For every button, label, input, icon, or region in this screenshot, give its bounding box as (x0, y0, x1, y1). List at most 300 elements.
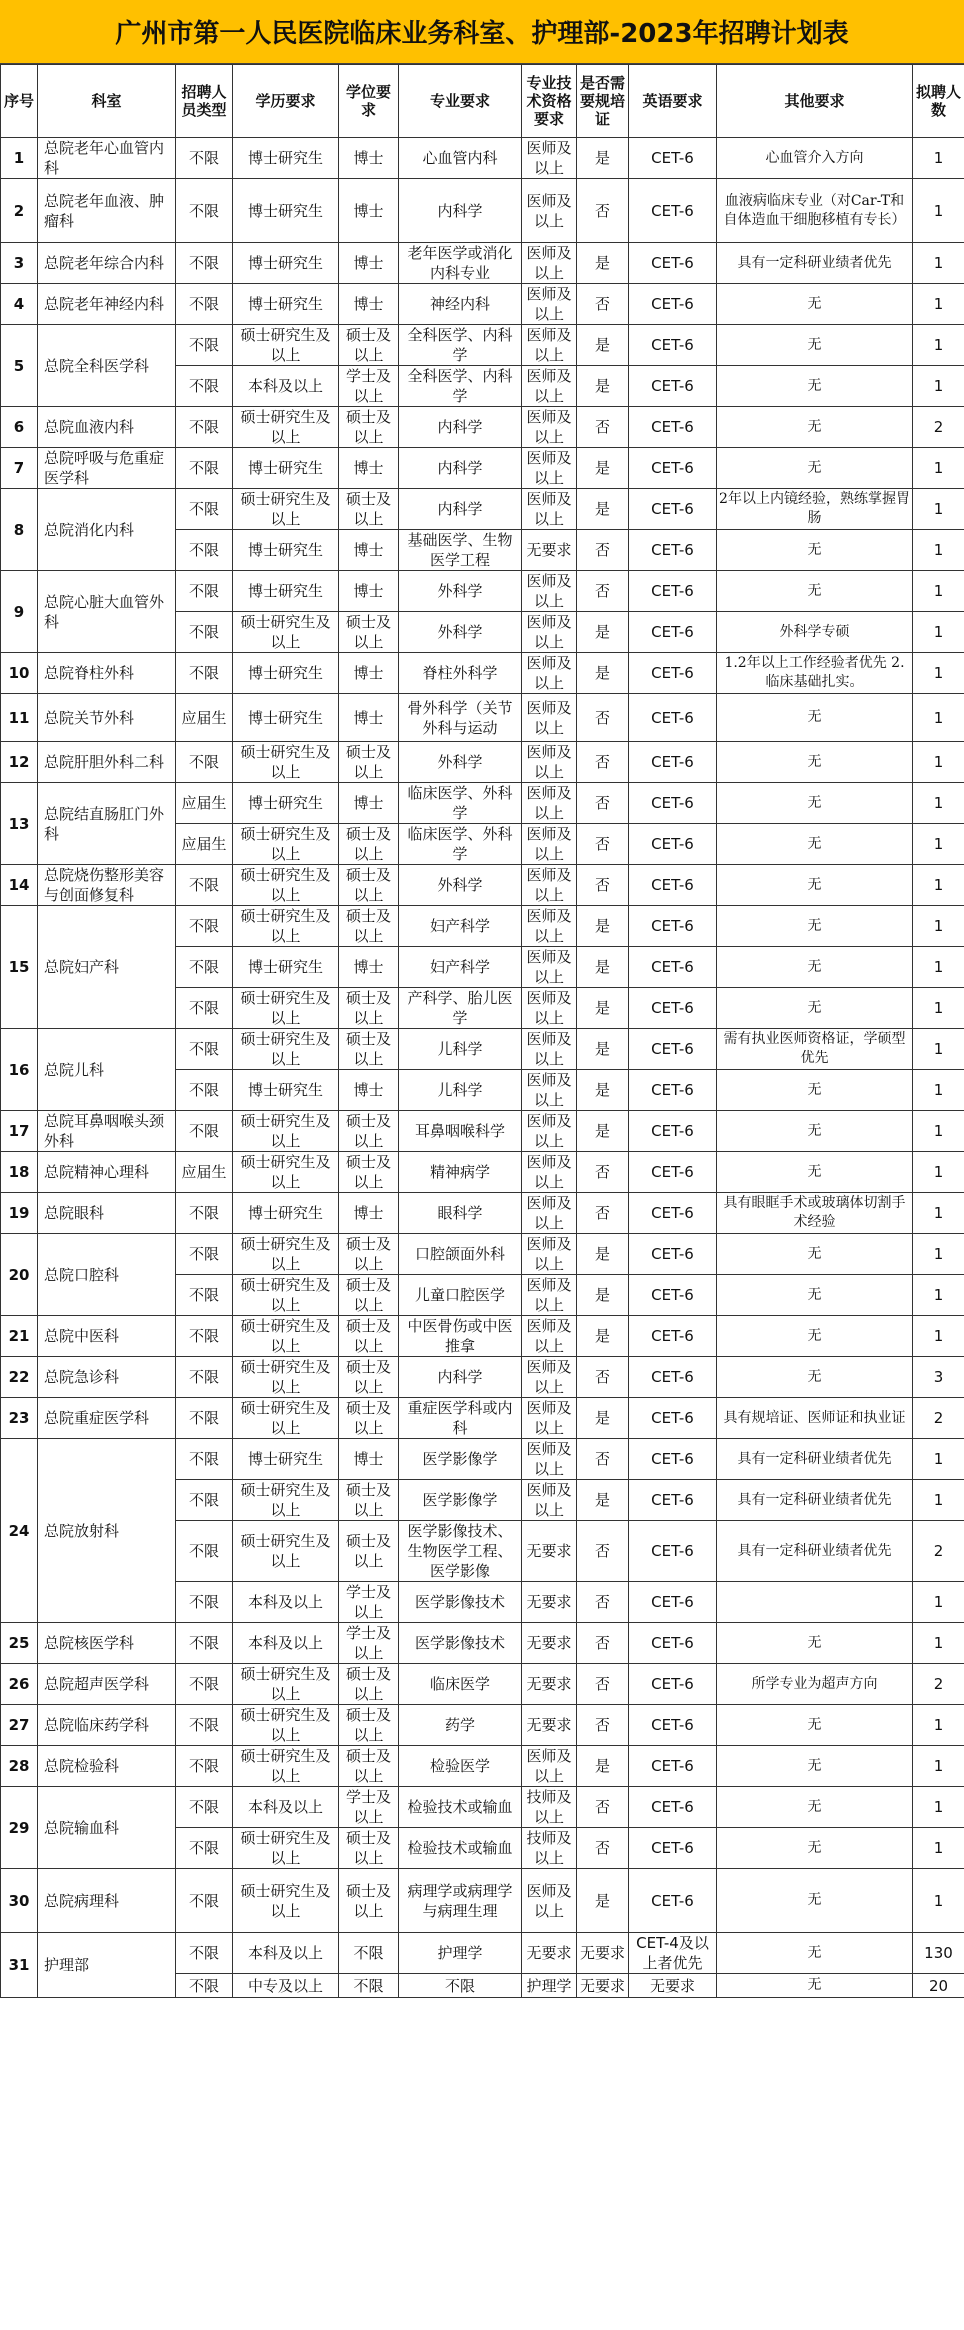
table-row (1, 179, 964, 243)
cell-major: 检验医学 (399, 1746, 522, 1787)
cell-major: 外科学 (399, 571, 522, 612)
table-row (1, 1664, 964, 1705)
cell-major: 外科学 (399, 865, 522, 906)
cell-degree: 硕士及以上 (339, 1521, 399, 1582)
table-row (1, 325, 964, 366)
cell-cert: 是 (577, 988, 629, 1029)
cell-other: 心血管介入方向 (717, 138, 913, 179)
cell-english: CET-6 (629, 906, 717, 947)
cell-degree: 硕士及以上 (339, 489, 399, 530)
cell-edu: 硕士研究生及以上 (233, 1521, 339, 1582)
cell-count: 1 (913, 489, 964, 530)
cell-type: 应届生 (176, 1152, 233, 1193)
cell-cert: 否 (577, 783, 629, 824)
cell-english: CET-6 (629, 1480, 717, 1521)
cell-cert: 是 (577, 1275, 629, 1316)
cell-count: 1 (913, 1746, 964, 1787)
cell-cert: 是 (577, 612, 629, 653)
cell-degree: 硕士及以上 (339, 1152, 399, 1193)
cell-major: 检验技术或输血 (399, 1787, 522, 1828)
cell-count: 1 (913, 1480, 964, 1521)
cell-cert: 是 (577, 947, 629, 988)
cell-english: CET-6 (629, 179, 717, 243)
header-other: 其他要求 (717, 65, 913, 138)
cell-cert: 无要求 (577, 1933, 629, 1974)
cell-cert: 否 (577, 1152, 629, 1193)
cell-count: 1 (913, 1234, 964, 1275)
cell-edu: 硕士研究生及以上 (233, 1152, 339, 1193)
table-row (1, 1193, 964, 1234)
cell-seq: 27 (1, 1705, 38, 1746)
cell-major: 医学影像技术 (399, 1623, 522, 1664)
cell-english: CET-6 (629, 653, 717, 694)
cell-seq: 3 (1, 243, 38, 284)
cell-qual: 医师及以上 (522, 1316, 577, 1357)
cell-cert: 是 (577, 489, 629, 530)
cell-qual: 医师及以上 (522, 1111, 577, 1152)
cell-dept: 总院病理科 (38, 1869, 176, 1933)
cell-major: 护理学 (399, 1933, 522, 1974)
cell-type: 不限 (176, 138, 233, 179)
cell-major: 内科学 (399, 407, 522, 448)
cell-english: CET-6 (629, 1582, 717, 1623)
cell-count: 1 (913, 947, 964, 988)
cell-major: 儿童口腔医学 (399, 1275, 522, 1316)
cell-other: 无 (717, 1787, 913, 1828)
cell-count: 1 (913, 742, 964, 783)
cell-other: 无 (717, 366, 913, 407)
cell-seq: 18 (1, 1152, 38, 1193)
cell-count: 1 (913, 448, 964, 489)
cell-english: CET-6 (629, 530, 717, 571)
cell-english: CET-6 (629, 1705, 717, 1746)
cell-cert: 是 (577, 243, 629, 284)
cell-dept: 总院妇产科 (38, 906, 176, 1029)
cell-cert: 否 (577, 1623, 629, 1664)
table-row (1, 1705, 964, 1746)
table-row (1, 448, 964, 489)
cell-edu: 硕士研究生及以上 (233, 906, 339, 947)
table-row (1, 1933, 964, 1974)
cell-qual: 医师及以上 (522, 783, 577, 824)
cell-dept: 总院耳鼻咽喉头颈外科 (38, 1111, 176, 1152)
cell-cert: 是 (577, 906, 629, 947)
cell-other: 无 (717, 1070, 913, 1111)
table-row (1, 906, 964, 947)
cell-degree: 博士 (339, 947, 399, 988)
cell-count: 3 (913, 1357, 964, 1398)
cell-type: 不限 (176, 284, 233, 325)
cell-dept: 总院精神心理科 (38, 1152, 176, 1193)
table-row (1, 1869, 964, 1933)
table-row (1, 138, 964, 179)
cell-type: 不限 (176, 366, 233, 407)
cell-seq: 10 (1, 653, 38, 694)
table-row (1, 1111, 964, 1152)
cell-other: 无 (717, 1152, 913, 1193)
cell-seq: 28 (1, 1746, 38, 1787)
cell-edu: 硕士研究生及以上 (233, 612, 339, 653)
cell-seq: 17 (1, 1111, 38, 1152)
cell-cert: 否 (577, 1664, 629, 1705)
cell-qual: 医师及以上 (522, 1398, 577, 1439)
cell-degree: 博士 (339, 284, 399, 325)
cell-english: CET-6 (629, 865, 717, 906)
cell-english: CET-6 (629, 366, 717, 407)
cell-type: 不限 (176, 612, 233, 653)
cell-cert: 否 (577, 1357, 629, 1398)
cell-seq: 15 (1, 906, 38, 1029)
cell-cert: 否 (577, 407, 629, 448)
cell-qual: 医师及以上 (522, 1439, 577, 1480)
cell-type: 不限 (176, 407, 233, 448)
cell-edu: 硕士研究生及以上 (233, 1275, 339, 1316)
cell-edu: 硕士研究生及以上 (233, 1316, 339, 1357)
cell-other (717, 1582, 913, 1623)
cell-type: 不限 (176, 1070, 233, 1111)
cell-other: 无 (717, 407, 913, 448)
cell-type: 应届生 (176, 824, 233, 865)
cell-dept: 总院血液内科 (38, 407, 176, 448)
cell-cert: 是 (577, 448, 629, 489)
cell-qual: 无要求 (522, 1582, 577, 1623)
cell-seq: 24 (1, 1439, 38, 1623)
cell-english: CET-6 (629, 742, 717, 783)
cell-seq: 23 (1, 1398, 38, 1439)
cell-major: 全科医学、内科学 (399, 366, 522, 407)
cell-edu: 博士研究生 (233, 530, 339, 571)
cell-major: 医学影像学 (399, 1439, 522, 1480)
cell-degree: 学士及以上 (339, 1787, 399, 1828)
cell-degree: 硕士及以上 (339, 1357, 399, 1398)
cell-other: 具有眼眶手术或玻璃体切割手术经验 (717, 1193, 913, 1234)
cell-count: 1 (913, 1070, 964, 1111)
cell-dept: 总院脊柱外科 (38, 653, 176, 694)
cell-type: 不限 (176, 1480, 233, 1521)
cell-seq: 6 (1, 407, 38, 448)
cell-major: 妇产科学 (399, 947, 522, 988)
cell-degree: 硕士及以上 (339, 742, 399, 783)
cell-edu: 博士研究生 (233, 448, 339, 489)
cell-degree: 硕士及以上 (339, 1746, 399, 1787)
cell-qual: 医师及以上 (522, 1070, 577, 1111)
cell-type: 不限 (176, 1746, 233, 1787)
cell-cert: 否 (577, 1828, 629, 1869)
cell-type: 不限 (176, 243, 233, 284)
cell-dept: 总院关节外科 (38, 694, 176, 742)
cell-degree: 硕士及以上 (339, 824, 399, 865)
cell-count: 1 (913, 824, 964, 865)
cell-type: 不限 (176, 742, 233, 783)
cell-degree: 博士 (339, 138, 399, 179)
cell-count: 1 (913, 571, 964, 612)
cell-count: 1 (913, 865, 964, 906)
cell-edu: 硕士研究生及以上 (233, 1357, 339, 1398)
cell-count: 1 (913, 1582, 964, 1623)
cell-type: 不限 (176, 1582, 233, 1623)
cell-qual: 医师及以上 (522, 1869, 577, 1933)
cell-major: 老年医学或消化内科专业 (399, 243, 522, 284)
cell-cert: 是 (577, 1070, 629, 1111)
cell-count: 1 (913, 653, 964, 694)
cell-count: 1 (913, 1828, 964, 1869)
cell-edu: 中专及以上 (233, 1974, 339, 1998)
cell-cert: 是 (577, 1398, 629, 1439)
table-row (1, 243, 964, 284)
cell-edu: 博士研究生 (233, 694, 339, 742)
cell-other: 无 (717, 1705, 913, 1746)
cell-count: 1 (913, 612, 964, 653)
cell-edu: 本科及以上 (233, 1582, 339, 1623)
cell-degree: 博士 (339, 530, 399, 571)
cell-other: 无 (717, 571, 913, 612)
cell-other: 无 (717, 448, 913, 489)
cell-major: 儿科学 (399, 1029, 522, 1070)
cell-edu: 硕士研究生及以上 (233, 1664, 339, 1705)
cell-major: 神经内科 (399, 284, 522, 325)
cell-english: CET-6 (629, 1234, 717, 1275)
cell-degree: 博士 (339, 571, 399, 612)
cell-cert: 是 (577, 1234, 629, 1275)
table-row (1, 571, 964, 612)
cell-type: 不限 (176, 947, 233, 988)
cell-seq: 4 (1, 284, 38, 325)
cell-major: 临床医学 (399, 1664, 522, 1705)
cell-degree: 博士 (339, 783, 399, 824)
cell-qual: 医师及以上 (522, 138, 577, 179)
cell-degree: 硕士及以上 (339, 1705, 399, 1746)
cell-english: CET-6 (629, 1398, 717, 1439)
cell-count: 1 (913, 1316, 964, 1357)
cell-edu: 博士研究生 (233, 243, 339, 284)
table-row (1, 1234, 964, 1275)
cell-degree: 学士及以上 (339, 1623, 399, 1664)
cell-cert: 否 (577, 1521, 629, 1582)
cell-edu: 硕士研究生及以上 (233, 1480, 339, 1521)
cell-dept: 总院肝胆外科二科 (38, 742, 176, 783)
cell-qual: 护理学 (522, 1974, 577, 1998)
cell-english: CET-6 (629, 1111, 717, 1152)
table-row (1, 865, 964, 906)
cell-other: 无 (717, 530, 913, 571)
cell-degree: 博士 (339, 694, 399, 742)
cell-count: 1 (913, 179, 964, 243)
cell-dept: 护理部 (38, 1933, 176, 1998)
cell-type: 不限 (176, 906, 233, 947)
table-row (1, 1029, 964, 1070)
cell-qual: 医师及以上 (522, 284, 577, 325)
cell-english: CET-6 (629, 1623, 717, 1664)
cell-degree: 博士 (339, 1193, 399, 1234)
cell-count: 130 (913, 1933, 964, 1974)
cell-edu: 博士研究生 (233, 653, 339, 694)
table-row (1, 1746, 964, 1787)
cell-edu: 博士研究生 (233, 1193, 339, 1234)
cell-other: 无 (717, 325, 913, 366)
header-english: 英语要求 (629, 65, 717, 138)
cell-english: CET-6 (629, 1275, 717, 1316)
page-title: 广州市第一人民医院临床业务科室、护理部-2023年招聘计划表 (0, 0, 964, 64)
cell-dept: 总院临床药学科 (38, 1705, 176, 1746)
cell-count: 1 (913, 366, 964, 407)
cell-dept: 总院消化内科 (38, 489, 176, 571)
cell-major: 外科学 (399, 742, 522, 783)
cell-type: 不限 (176, 1029, 233, 1070)
cell-type: 不限 (176, 1521, 233, 1582)
cell-english: CET-6 (629, 138, 717, 179)
cell-cert: 是 (577, 366, 629, 407)
cell-count: 1 (913, 138, 964, 179)
cell-major: 眼科学 (399, 1193, 522, 1234)
header-degree: 学位要求 (339, 65, 399, 138)
table-row (1, 1623, 964, 1664)
cell-other: 无 (717, 783, 913, 824)
cell-edu: 硕士研究生及以上 (233, 325, 339, 366)
cell-edu: 硕士研究生及以上 (233, 407, 339, 448)
cell-qual: 医师及以上 (522, 742, 577, 783)
cell-qual: 医师及以上 (522, 824, 577, 865)
cell-degree: 博士 (339, 1070, 399, 1111)
cell-english: 无要求 (629, 1974, 717, 1998)
cell-other: 具有一定科研业绩者优先 (717, 243, 913, 284)
cell-other: 无 (717, 1357, 913, 1398)
cell-degree: 不限 (339, 1974, 399, 1998)
cell-degree: 硕士及以上 (339, 1398, 399, 1439)
cell-english: CET-6 (629, 489, 717, 530)
cell-degree: 硕士及以上 (339, 1480, 399, 1521)
cell-qual: 医师及以上 (522, 1193, 577, 1234)
cell-count: 1 (913, 530, 964, 571)
cell-seq: 1 (1, 138, 38, 179)
cell-seq: 11 (1, 694, 38, 742)
cell-other: 无 (717, 947, 913, 988)
table-row (1, 783, 964, 824)
cell-other: 需有执业医师资格证，学硕型优先 (717, 1029, 913, 1070)
cell-edu: 硕士研究生及以上 (233, 1029, 339, 1070)
cell-count: 1 (913, 325, 964, 366)
cell-type: 应届生 (176, 694, 233, 742)
cell-count: 20 (913, 1974, 964, 1998)
cell-degree: 博士 (339, 448, 399, 489)
cell-count: 1 (913, 1787, 964, 1828)
cell-english: CET-6 (629, 988, 717, 1029)
cell-count: 1 (913, 694, 964, 742)
cell-edu: 硕士研究生及以上 (233, 1111, 339, 1152)
cell-dept: 总院放射科 (38, 1439, 176, 1623)
header-qual: 专业技术资格要求 (522, 65, 577, 138)
cell-degree: 学士及以上 (339, 366, 399, 407)
cell-other: 无 (717, 1869, 913, 1933)
recruitment-plan-table (0, 64, 964, 1998)
cell-degree: 硕士及以上 (339, 1111, 399, 1152)
cell-other: 外科学专硕 (717, 612, 913, 653)
cell-count: 1 (913, 988, 964, 1029)
cell-qual: 医师及以上 (522, 865, 577, 906)
cell-degree: 硕士及以上 (339, 1275, 399, 1316)
cell-degree: 硕士及以上 (339, 407, 399, 448)
cell-cert: 否 (577, 694, 629, 742)
cell-seq: 16 (1, 1029, 38, 1111)
cell-major: 骨外科学（关节外科与运动 (399, 694, 522, 742)
cell-edu: 硕士研究生及以上 (233, 1746, 339, 1787)
cell-count: 1 (913, 906, 964, 947)
cell-qual: 无要求 (522, 1664, 577, 1705)
table-header-row (1, 65, 964, 138)
cell-seq: 22 (1, 1357, 38, 1398)
cell-seq: 13 (1, 783, 38, 865)
cell-edu: 硕士研究生及以上 (233, 489, 339, 530)
cell-other: 无 (717, 1316, 913, 1357)
cell-edu: 硕士研究生及以上 (233, 1398, 339, 1439)
table-row (1, 1152, 964, 1193)
cell-edu: 硕士研究生及以上 (233, 1828, 339, 1869)
cell-edu: 博士研究生 (233, 179, 339, 243)
cell-edu: 硕士研究生及以上 (233, 1705, 339, 1746)
cell-other: 具有规培证、医师证和执业证 (717, 1398, 913, 1439)
cell-dept: 总院老年综合内科 (38, 243, 176, 284)
cell-english: CET-6 (629, 325, 717, 366)
cell-other: 无 (717, 1111, 913, 1152)
cell-seq: 26 (1, 1664, 38, 1705)
cell-dept: 总院重症医学科 (38, 1398, 176, 1439)
cell-type: 不限 (176, 1664, 233, 1705)
cell-count: 1 (913, 1869, 964, 1933)
header-type: 招聘人员类型 (176, 65, 233, 138)
cell-english: CET-6 (629, 1316, 717, 1357)
cell-cert: 无要求 (577, 1974, 629, 1998)
cell-other: 血液病临床专业（对Car-T和自体造血干细胞移植有专长） (717, 179, 913, 243)
cell-edu: 本科及以上 (233, 1933, 339, 1974)
cell-cert: 是 (577, 1480, 629, 1521)
cell-english: CET-6 (629, 612, 717, 653)
cell-english: CET-6 (629, 1521, 717, 1582)
cell-type: 不限 (176, 571, 233, 612)
cell-english: CET-6 (629, 1787, 717, 1828)
cell-dept: 总院老年心血管内科 (38, 138, 176, 179)
table-row (1, 1439, 964, 1480)
cell-major: 产科学、胎儿医学 (399, 988, 522, 1029)
cell-edu: 博士研究生 (233, 1070, 339, 1111)
cell-edu: 博士研究生 (233, 571, 339, 612)
cell-dept: 总院核医学科 (38, 1623, 176, 1664)
cell-edu: 本科及以上 (233, 366, 339, 407)
cell-qual: 技师及以上 (522, 1828, 577, 1869)
cell-edu: 本科及以上 (233, 1787, 339, 1828)
cell-qual: 医师及以上 (522, 325, 577, 366)
cell-qual: 医师及以上 (522, 694, 577, 742)
cell-seq: 7 (1, 448, 38, 489)
cell-seq: 12 (1, 742, 38, 783)
cell-count: 1 (913, 243, 964, 284)
cell-type: 不限 (176, 988, 233, 1029)
cell-type: 不限 (176, 1316, 233, 1357)
table-row (1, 742, 964, 783)
cell-count: 1 (913, 1623, 964, 1664)
header-seq: 序号 (1, 65, 38, 138)
cell-type: 不限 (176, 1623, 233, 1664)
cell-type: 不限 (176, 1357, 233, 1398)
cell-degree: 硕士及以上 (339, 988, 399, 1029)
cell-seq: 30 (1, 1869, 38, 1933)
cell-seq: 5 (1, 325, 38, 407)
table-row (1, 694, 964, 742)
cell-qual: 医师及以上 (522, 366, 577, 407)
cell-other: 2年以上内镜经验，熟练掌握胃肠 (717, 489, 913, 530)
cell-count: 1 (913, 1275, 964, 1316)
cell-major: 精神病学 (399, 1152, 522, 1193)
cell-qual: 医师及以上 (522, 1357, 577, 1398)
table-row (1, 1398, 964, 1439)
